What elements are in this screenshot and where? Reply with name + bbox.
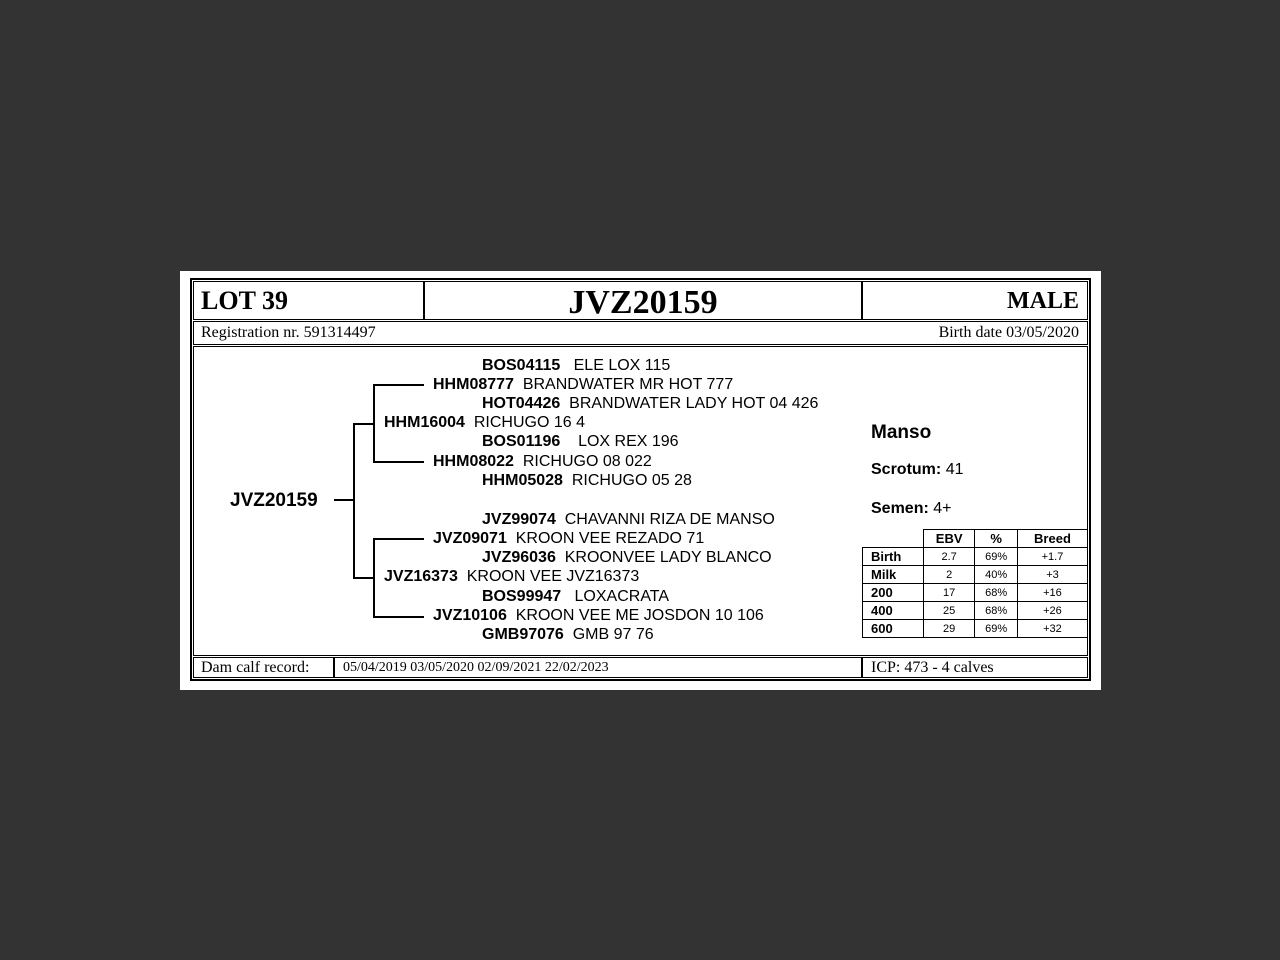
pedigree-name: BRANDWATER LADY HOT 04 426: [569, 395, 819, 412]
pedigree-name: LOX REX 196: [578, 433, 679, 450]
pedigree-id: HHM08777: [433, 376, 514, 393]
dam-sire-entry: [433, 530, 704, 548]
scrotum-field: [871, 461, 963, 479]
pedigree-id: BOS01196: [482, 433, 561, 450]
pedigree-name: CHAVANNI RIZA DE MANSO: [564, 511, 775, 528]
dam-entry: [384, 568, 639, 586]
ebv-percent: 68%: [975, 602, 1018, 620]
pedigree-name: RICHUGO 16 4: [473, 414, 585, 431]
icp-value: ICP: 473 - 4 calves: [871, 659, 994, 676]
pedigree-id: JVZ10106: [433, 607, 507, 624]
info-row: [193, 321, 1088, 345]
dam-dam-entry: [433, 607, 764, 625]
pedigree-name: BRANDWATER MR HOT 777: [522, 376, 734, 393]
pedigree-name: LOXACRATA: [574, 588, 670, 605]
dam-dam-sire-entry: [482, 588, 669, 606]
ebv-header-row: [863, 530, 1088, 548]
pedigree-line: [353, 577, 373, 579]
ebv-breed: +32: [1017, 620, 1087, 638]
ebv-value: 25: [924, 602, 975, 620]
ebv-header: %: [975, 530, 1018, 548]
dam-dam-dam-entry: [482, 626, 654, 644]
sex-label: MALE: [1007, 288, 1079, 314]
pedigree-name: KROON VEE ME JOSDON 10 106: [515, 607, 764, 624]
ebv-percent: 68%: [975, 584, 1018, 602]
ebv-row-label: 600: [863, 620, 924, 638]
pedigree-line: [373, 538, 375, 617]
pedigree-id: JVZ96036: [482, 549, 556, 566]
pedigree-line: [334, 499, 354, 501]
ebv-row-label: 200: [863, 584, 924, 602]
pedigree-id: HOT04426: [482, 395, 561, 412]
icp-cell: [862, 657, 1088, 678]
ebv-row: [863, 566, 1088, 584]
dam-calf-dates: 05/04/2019 03/05/2020 02/09/2021 22/02/2023: [343, 660, 609, 675]
pedigree-id: HHM05028: [482, 472, 563, 489]
pedigree-line: [373, 538, 424, 540]
ebv-header: Breed: [1017, 530, 1087, 548]
pedigree-name: RICHUGO 08 022: [522, 453, 652, 470]
dam-sire-sire-entry: [482, 511, 775, 529]
pedigree-line: [373, 384, 424, 386]
dam-calf-dates-cell: [334, 657, 862, 678]
ebv-table: [862, 529, 1088, 638]
sire-sire-sire-entry: [482, 357, 670, 375]
pedigree-id: JVZ99074: [482, 511, 556, 528]
pedigree-id: BOS04115: [482, 357, 561, 374]
sire-dam-dam-entry: [482, 472, 692, 490]
pedigree-animal-id: JVZ20159: [230, 490, 318, 511]
sire-sire-dam-entry: [482, 395, 818, 413]
pedigree-name: GMB 97 76: [572, 626, 654, 643]
birth-date: Birth date 03/05/2020: [938, 324, 1079, 341]
semen-value: 4+: [933, 500, 952, 517]
semen-field: [871, 500, 952, 518]
registration-number: Registration nr. 591314497: [201, 324, 376, 341]
lot-number: LOT 39: [201, 286, 288, 315]
pedigree-line: [373, 461, 424, 463]
ebv-row: [863, 584, 1088, 602]
lot-card: [180, 271, 1101, 690]
pedigree-id: BOS99947: [482, 588, 562, 605]
sire-dam-sire-entry: [482, 433, 679, 451]
ebv-breed: +16: [1017, 584, 1087, 602]
ebv-value: 2.7: [924, 548, 975, 566]
pedigree-name: KROON VEE REZADO 71: [515, 530, 705, 547]
ebv-breed: +3: [1017, 566, 1087, 584]
ebv-header: EBV: [924, 530, 975, 548]
pedigree-line: [373, 384, 375, 462]
pedigree-name: RICHUGO 05 28: [571, 472, 692, 489]
lot-cell: [193, 281, 424, 320]
sire-sire-entry: [433, 376, 733, 394]
ebv-percent: 69%: [975, 620, 1018, 638]
scrotum-label: Scrotum:: [871, 461, 942, 478]
sire-entry: [384, 414, 585, 432]
pedigree-id: HHM16004: [384, 414, 465, 431]
ebv-header-blank: [863, 530, 924, 548]
ebv-row-label: Milk: [863, 566, 924, 584]
ebv-row: [863, 548, 1088, 566]
pedigree-name: KROONVEE LADY BLANCO: [564, 549, 772, 566]
ebv-row: [863, 602, 1088, 620]
scrotum-value: 41: [945, 461, 964, 478]
ebv-row: [863, 620, 1088, 638]
dam-calf-label-cell: [193, 657, 334, 678]
animal-id-title: JVZ20159: [568, 284, 718, 321]
sire-dam-entry: [433, 453, 652, 471]
semen-label: Semen:: [871, 500, 929, 517]
ebv-percent: 69%: [975, 548, 1018, 566]
sex-cell: [862, 281, 1088, 320]
owner-name: Manso: [871, 422, 932, 443]
ebv-value: 17: [924, 584, 975, 602]
ebv-row-label: 400: [863, 602, 924, 620]
pedigree-id: HHM08022: [433, 453, 514, 470]
pedigree-id: JVZ16373: [384, 568, 458, 585]
dam-sire-dam-entry: [482, 549, 772, 567]
ebv-percent: 40%: [975, 566, 1018, 584]
pedigree-line: [373, 616, 424, 618]
animal-id-cell: [424, 281, 862, 320]
ebv-value: 29: [924, 620, 975, 638]
ebv-row-label: Birth: [863, 548, 924, 566]
pedigree-line: [353, 423, 373, 425]
ebv-breed: +1.7: [1017, 548, 1087, 566]
pedigree-id: JVZ09071: [433, 530, 507, 547]
pedigree-name: ELE LOX 115: [573, 357, 671, 374]
ebv-breed: +26: [1017, 602, 1087, 620]
ebv-value: 2: [924, 566, 975, 584]
pedigree-line: [353, 423, 355, 578]
pedigree-id: GMB97076: [482, 626, 564, 643]
dam-calf-label: Dam calf record:: [201, 659, 310, 676]
pedigree-name: KROON VEE JVZ16373: [466, 568, 640, 585]
